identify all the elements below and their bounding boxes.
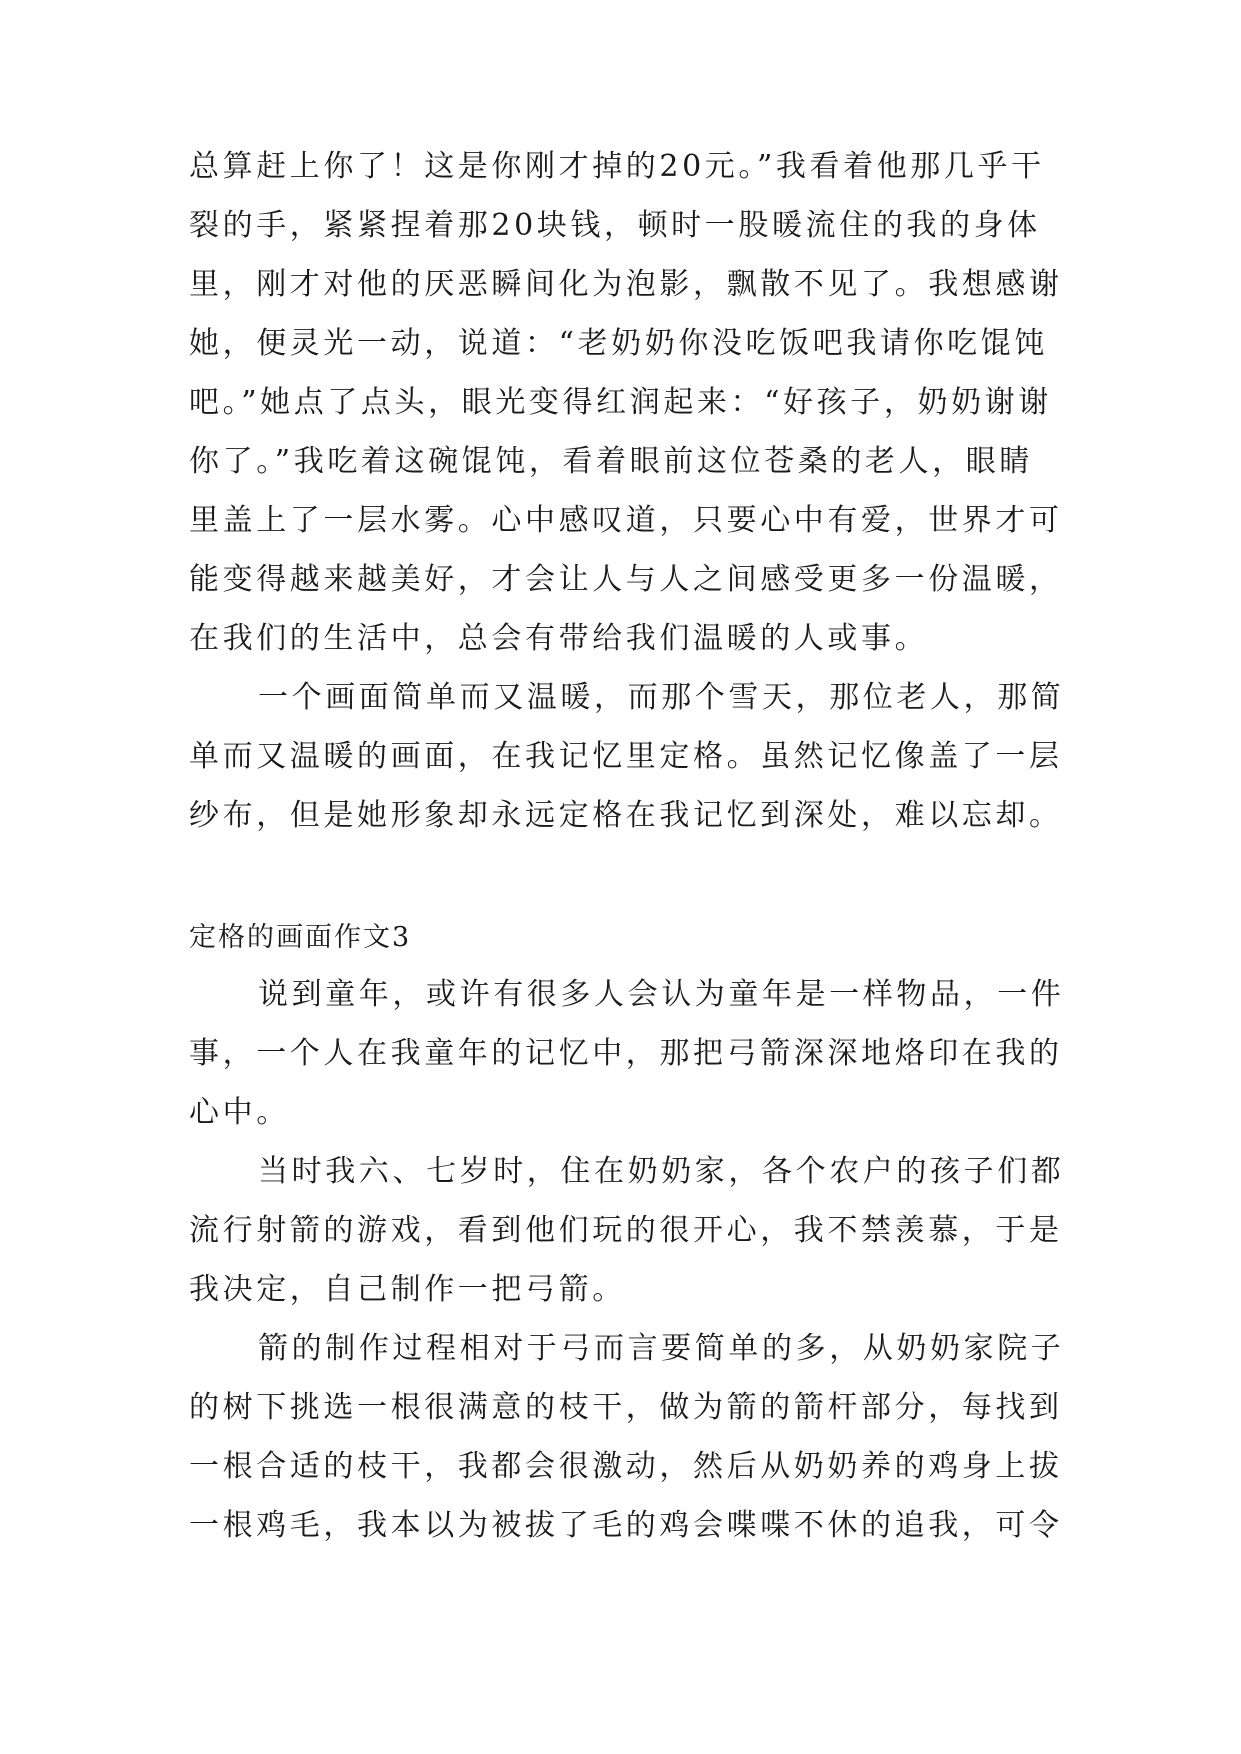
text-line: 一根鸡毛，我本以为被拔了毛的鸡会喋喋不休的追我，可令 <box>189 1508 1063 1543</box>
text-line: 她，便灵光一动，说道：“老奶奶你没吃饭吧我请你吃馄饨 <box>189 326 1048 361</box>
text-line: 我决定，自己制作一把弓箭。 <box>189 1272 626 1307</box>
text-line: 纱布，但是她形象却永远定格在我记忆到深处，难以忘却。 <box>189 798 1063 833</box>
text-line: 里，刚才对他的厌恶瞬间化为泡影，飘散不见了。我想感谢 <box>189 267 1063 302</box>
text-line: 说到童年，或许有很多人会认为童年是一样物品，一件 <box>258 977 1065 1012</box>
text-line: 流行射箭的游戏，看到他们玩的很开心，我不禁羡慕，于是 <box>189 1213 1063 1248</box>
text-line: 在我们的生活中，总会有带给我们温暖的人或事。 <box>189 621 929 656</box>
text-line: 的树下挑选一根很满意的枝干，做为箭的箭杆部分，每找到 <box>189 1390 1063 1425</box>
text-line: 一根合适的枝干，我都会很激动，然后从奶奶养的鸡身上拔 <box>189 1449 1063 1484</box>
text-line: 单而又温暖的画面，在我记忆里定格。虽然记忆像盖了一层 <box>189 739 1063 774</box>
text-line: 事，一个人在我童年的记忆中，那把弓箭深深地烙印在我的 <box>189 1036 1063 1071</box>
section-title: 定格的画面作文3 <box>189 922 412 953</box>
text-line: 箭的制作过程相对于弓而言要简单的多，从奶奶家院子 <box>258 1331 1065 1366</box>
text-line: 能变得越来越美好，才会让人与人之间感受更多一份温暖， <box>189 562 1063 597</box>
text-line: 你了。”我吃着这碗馄饨，看着眼前这位苍桑的老人，眼睛 <box>189 444 1033 479</box>
text-line: 一个画面简单而又温暖，而那个雪天，那位老人，那简 <box>258 680 1065 715</box>
text-line: 总算赶上你了！这是你刚才掉的20元。”我看着他那几乎干 <box>189 149 1045 184</box>
text-line: 吧。”她点了点头，眼光变得红润起来：“好孩子，奶奶谢谢 <box>189 385 1052 420</box>
text-line: 里盖上了一层水雾。心中感叹道，只要心中有爱，世界才可 <box>189 503 1063 538</box>
text-line: 当时我六、七岁时，住在奶奶家，各个农户的孩子们都 <box>258 1154 1065 1189</box>
text-line: 裂的手，紧紧捏着那20块钱，顿时一股暖流住的我的身体 <box>189 208 1041 243</box>
text-line: 心中。 <box>189 1095 290 1130</box>
